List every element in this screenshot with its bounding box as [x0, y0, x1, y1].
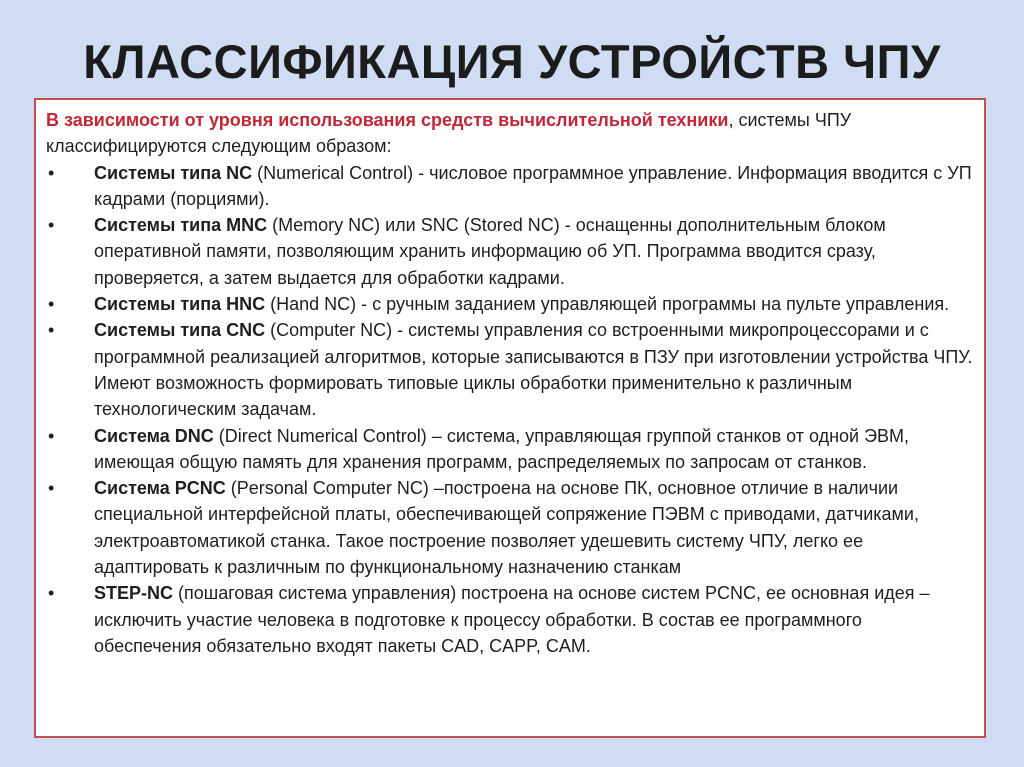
item-text: (Computer NC) - системы управления со встроенными микропроцессорами и с программной реализацией алгоритмов, которые записываются в ПЗУ при изготовлении устройства ЧПУ. Имеют возможность формировать типовые циклы обработки применительно к различным технологическим задачам. — [94, 320, 973, 420]
item-term: STEP-NC — [94, 583, 174, 604]
bullet: • — [48, 162, 55, 183]
item-text: (Memory NC) или SNC (Stored NC) - оснащенны дополнительным блоком оперативной памяти, позволяющим хранить информацию об УП. Программа вводится сразу, проверяется, а затем выдается для обработки кадрами. — [94, 215, 886, 288]
intro-paragraph — [46, 107, 974, 160]
slide-title: КЛАССИФИКАЦИЯ УСТРОЙСТВ ЧПУ — [83, 35, 941, 88]
bullet: • — [48, 478, 55, 499]
list-item-pcnc — [46, 475, 974, 580]
content-box — [34, 98, 986, 738]
item-text: (Hand NC) - с ручным заданием управляющей программы на пульте управления. — [265, 294, 950, 315]
list-item-dnc — [46, 423, 974, 476]
intro-lead: В зависимости от уровня использования средств вычислительной техники — [46, 110, 729, 130]
bullet: • — [48, 425, 55, 446]
bullet: • — [48, 583, 55, 604]
bullet: • — [48, 215, 55, 236]
list-item-hnc — [46, 291, 974, 317]
item-term: Системы типа HNC — [94, 294, 266, 315]
list-item-step-nc — [46, 580, 974, 659]
bullet: • — [48, 320, 55, 341]
list-item-mnc — [46, 212, 974, 291]
item-text: (Personal Computer NC) –построена на основе ПК, основное отличие в наличии специальной интерфейсной платы, обеспечивающей сопряжение ПЭВМ с приводами, датчиками, электроавтоматикой станка. Такое построение позволяет удешевить систему ЧПУ, легко ее адаптировать к различным по функциональному назначению станкам — [94, 478, 919, 578]
item-term: Системы типа NC — [94, 162, 253, 183]
item-text: (Numerical Control) - числовое программное управление. Информация вводится с УП кадрами (порциями). — [94, 162, 972, 209]
item-term: Система DNC — [94, 425, 214, 446]
item-term: Системы типа CNC — [94, 320, 266, 341]
intro-rest: , системы ЧПУ классифицируются следующим образом: — [46, 110, 852, 157]
item-text: (Direct Numerical Control) – система, управляющая группой станков от одной ЭВМ, имеющая общую память для хранения программ, распределяемых по запросам от станков. — [94, 425, 910, 472]
bullet: • — [48, 294, 55, 315]
list-item-nc — [46, 160, 974, 213]
list-item-cnc — [46, 317, 974, 422]
item-text: (пошаговая система управления) построена на основе систем PCNC, ее основная идея – исключить участие человека в подготовке к процессу обработки. В состав ее программного обеспечения обязательно входят пакеты CAD, CAPP, CAM. — [94, 583, 930, 656]
item-term: Система PCNC — [94, 478, 226, 499]
item-term: Системы типа MNC — [94, 215, 268, 236]
classification-list — [46, 160, 974, 660]
